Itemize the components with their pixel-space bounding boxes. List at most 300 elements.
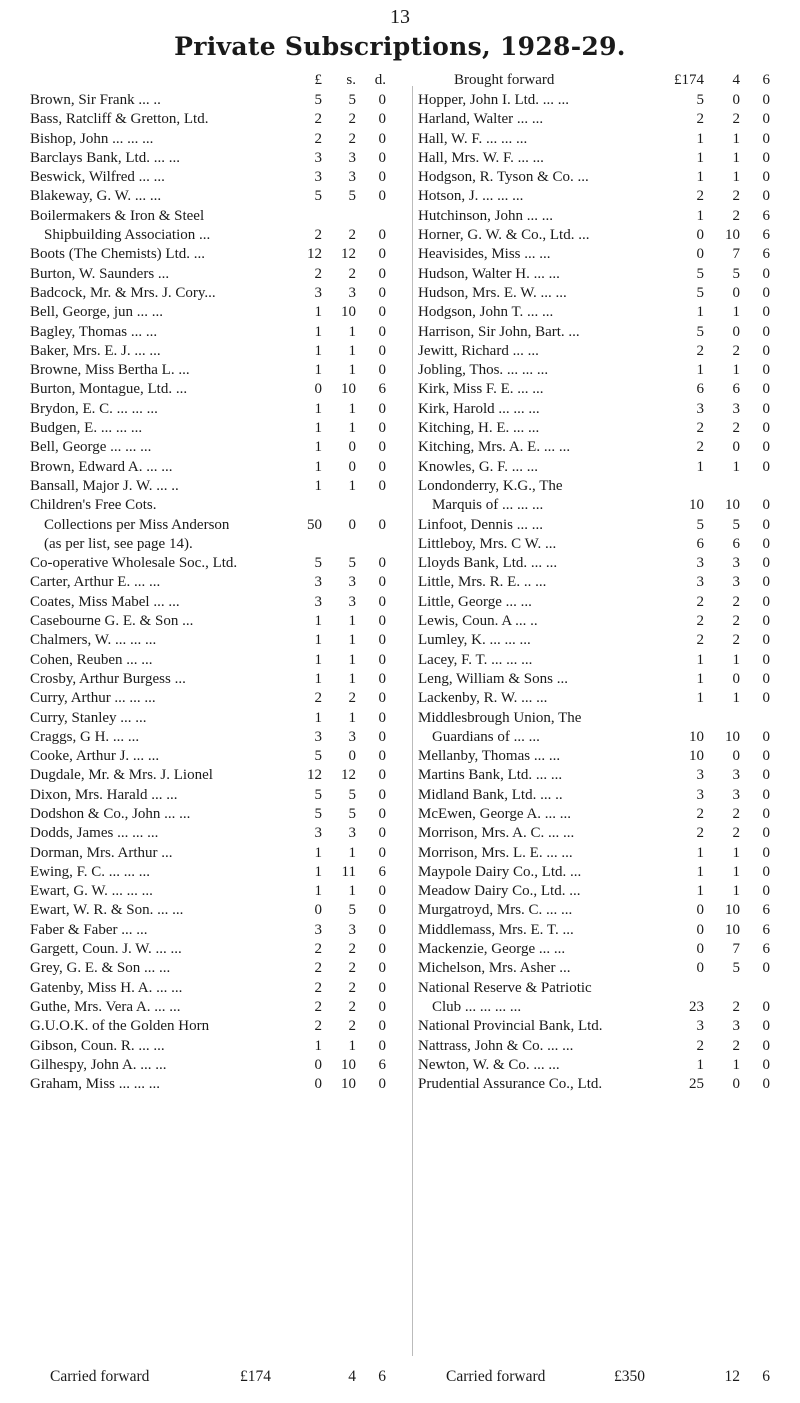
pounds-value: 10 bbox=[689, 748, 704, 765]
pence-value: 0 bbox=[762, 863, 770, 880]
shillings-value: 1 bbox=[732, 844, 740, 861]
pounds-value: 3 bbox=[314, 574, 322, 591]
shillings-value: 3 bbox=[348, 825, 356, 842]
shillings-value: 1 bbox=[732, 304, 740, 321]
shillings-value: 1 bbox=[732, 690, 740, 707]
shillings-value: 2 bbox=[732, 632, 740, 649]
pence-value: 0 bbox=[378, 786, 386, 803]
column-divider bbox=[412, 86, 413, 1356]
pence-value: 0 bbox=[762, 844, 770, 861]
subscriber-name: Hall, W. F. ... ... ... bbox=[418, 130, 528, 147]
subscription-row bbox=[418, 149, 783, 168]
subscription-row bbox=[418, 168, 783, 187]
shillings-value: 5 bbox=[348, 786, 356, 803]
subscription-row bbox=[30, 979, 408, 998]
shillings-value: 2 bbox=[732, 593, 740, 610]
pence-value: 0 bbox=[762, 593, 770, 610]
subscription-row bbox=[418, 207, 783, 226]
pence-value: 0 bbox=[378, 921, 386, 938]
left-column bbox=[30, 70, 408, 1094]
pounds-value: 6 bbox=[696, 535, 704, 552]
pounds-value: 1 bbox=[696, 149, 704, 166]
subscription-row bbox=[30, 882, 408, 901]
right-subscription-list bbox=[418, 91, 783, 1094]
pounds-value: 2 bbox=[314, 960, 322, 977]
pounds-value: 3 bbox=[314, 921, 322, 938]
subscription-row bbox=[30, 863, 408, 882]
pence-value: 0 bbox=[378, 342, 386, 359]
pence-value: 6 bbox=[378, 1056, 386, 1073]
pounds-value: 2 bbox=[696, 613, 704, 630]
subscription-row bbox=[418, 554, 783, 573]
shillings-value: 3 bbox=[732, 574, 740, 591]
subscription-row bbox=[30, 130, 408, 149]
shillings-value: 1 bbox=[348, 342, 356, 359]
subscriber-name: Cooke, Arthur J. ... ... bbox=[30, 748, 160, 765]
subscriber-name: Martins Bank, Ltd. ... ... bbox=[418, 767, 563, 784]
pence-value: 0 bbox=[762, 284, 770, 301]
subscriber-name: Beswick, Wilfred ... ... bbox=[30, 169, 165, 186]
subscriber-name: Graham, Miss ... ... ... bbox=[30, 1076, 160, 1093]
shillings-value: 2 bbox=[348, 130, 356, 147]
shillings-value: 2 bbox=[348, 941, 356, 958]
shillings-value: 3 bbox=[348, 169, 356, 186]
shillings-value: 0 bbox=[732, 1076, 740, 1093]
subscriber-name: Hudson, Walter H. ... ... bbox=[418, 265, 560, 282]
shillings-value: 1 bbox=[348, 709, 356, 726]
subscriber-name: Chalmers, W. ... ... ... bbox=[30, 632, 157, 649]
shillings-value: 3 bbox=[348, 728, 356, 745]
subscription-row bbox=[30, 593, 408, 612]
pounds-value: 0 bbox=[696, 960, 704, 977]
pence-value: 0 bbox=[762, 1076, 770, 1093]
pounds-value: 3 bbox=[314, 728, 322, 745]
pounds-value: 1 bbox=[314, 439, 322, 456]
pounds-value: 1 bbox=[314, 1037, 322, 1054]
pence-value: 0 bbox=[762, 304, 770, 321]
subscription-row bbox=[30, 766, 408, 785]
pounds-value: 5 bbox=[314, 805, 322, 822]
pounds-value: 2 bbox=[314, 227, 322, 244]
shillings-value: 2 bbox=[348, 960, 356, 977]
shillings-value: 1 bbox=[732, 883, 740, 900]
subscription-row bbox=[30, 149, 408, 168]
subscription-row bbox=[418, 400, 783, 419]
pounds-value: 0 bbox=[696, 227, 704, 244]
shillings-value: 1 bbox=[732, 362, 740, 379]
shillings-value: 2 bbox=[732, 207, 740, 224]
pence-value: 0 bbox=[762, 400, 770, 417]
pence-value: 0 bbox=[762, 362, 770, 379]
subscriber-name: Dixon, Mrs. Harald ... ... bbox=[30, 786, 178, 803]
subscription-row bbox=[30, 728, 408, 747]
subscription-row bbox=[30, 245, 408, 264]
subscription-row bbox=[30, 380, 408, 399]
pence-value: 0 bbox=[762, 439, 770, 456]
subscription-row bbox=[418, 110, 783, 129]
subscriber-name: Bansall, Major J. W. ... .. bbox=[30, 477, 179, 494]
pence-value: 0 bbox=[762, 998, 770, 1015]
pounds-value: 1 bbox=[696, 362, 704, 379]
shillings-value: 10 bbox=[341, 1056, 356, 1073]
subscriber-name: Bass, Ratcliff & Gretton, Ltd. bbox=[30, 111, 209, 128]
pence-value: 0 bbox=[378, 516, 386, 533]
pence-value: 0 bbox=[762, 632, 770, 649]
subscriber-name: Little, Mrs. R. E. .. ... bbox=[418, 574, 547, 591]
pence-value: 0 bbox=[762, 613, 770, 630]
shillings-value: 1 bbox=[732, 169, 740, 186]
subscriber-name: Bagley, Thomas ... ... bbox=[30, 323, 158, 340]
pence-value: 0 bbox=[378, 362, 386, 379]
subscriber-name: Barclays Bank, Ltd. ... ... bbox=[30, 149, 180, 166]
subscriber-name: Nattrass, John & Co. ... ... bbox=[418, 1037, 574, 1054]
subscription-row bbox=[418, 882, 783, 901]
subscriber-name: Jewitt, Richard ... ... bbox=[418, 342, 539, 359]
shillings-value: 3 bbox=[732, 555, 740, 572]
subscription-row bbox=[30, 496, 408, 515]
subscriber-name: Lloyds Bank, Ltd. ... ... bbox=[418, 555, 558, 572]
subscriber-name: Casebourne G. E. & Son ... bbox=[30, 613, 194, 630]
pence-value: 0 bbox=[762, 342, 770, 359]
subscription-row bbox=[418, 651, 783, 670]
subscription-row bbox=[30, 1056, 408, 1075]
subscriber-name: Shipbuilding Association ... bbox=[44, 227, 211, 244]
shillings-value: 10 bbox=[341, 304, 356, 321]
subscription-row bbox=[418, 593, 783, 612]
subscriber-name: Horner, G. W. & Co., Ltd. ... bbox=[418, 227, 590, 244]
shillings-value: 2 bbox=[732, 342, 740, 359]
shillings-value: 10 bbox=[725, 902, 740, 919]
shillings-value: 5 bbox=[348, 805, 356, 822]
pence-value: 0 bbox=[378, 613, 386, 630]
subscription-row bbox=[418, 380, 783, 399]
subscription-row bbox=[418, 747, 783, 766]
subscription-row bbox=[418, 728, 783, 747]
pounds-value: 1 bbox=[314, 420, 322, 437]
pounds-value: 1 bbox=[314, 613, 322, 630]
pounds-value: 3 bbox=[696, 574, 704, 591]
pounds-value: 1 bbox=[314, 342, 322, 359]
subscription-row bbox=[30, 1075, 408, 1094]
pounds-value: 2 bbox=[314, 979, 322, 996]
carried-forward-shillings: 4 bbox=[348, 1368, 356, 1385]
subscription-row bbox=[30, 573, 408, 592]
shillings-value: 6 bbox=[732, 381, 740, 398]
subscriber-name: Ewing, F. C. ... ... ... bbox=[30, 863, 151, 880]
subscription-row bbox=[418, 573, 783, 592]
shillings-value: 1 bbox=[348, 670, 356, 687]
subscriber-name: G.U.O.K. of the Golden Horn bbox=[30, 1018, 210, 1035]
pence-value: 0 bbox=[762, 130, 770, 147]
subscription-row bbox=[30, 805, 408, 824]
shillings-value: 0 bbox=[732, 284, 740, 301]
pence-value: 6 bbox=[378, 381, 386, 398]
pounds-value: 1 bbox=[696, 883, 704, 900]
pounds-value: 2 bbox=[314, 998, 322, 1015]
subscription-row bbox=[418, 824, 783, 843]
pence-value: 6 bbox=[762, 941, 770, 958]
shillings-value: 5 bbox=[348, 92, 356, 108]
subscriber-name: Budgen, E. ... ... ... bbox=[30, 420, 143, 437]
subscriber-name: Kitching, H. E. ... ... bbox=[418, 420, 540, 437]
page-title: Private Subscriptions, 1928-29. bbox=[174, 32, 626, 61]
pence-value: 0 bbox=[762, 265, 770, 282]
subscriber-name: Lumley, K. ... ... ... bbox=[418, 632, 531, 649]
pounds-value: 3 bbox=[696, 767, 704, 784]
shillings-value: 2 bbox=[732, 1037, 740, 1054]
shillings-value: 1 bbox=[732, 651, 740, 668]
subscription-row bbox=[30, 342, 408, 361]
pounds-value: 2 bbox=[696, 420, 704, 437]
pounds-value: 5 bbox=[696, 92, 704, 108]
subscriber-name: Murgatroyd, Mrs. C. ... ... bbox=[418, 902, 573, 919]
pounds-value: 1 bbox=[696, 304, 704, 321]
pounds-value: 0 bbox=[696, 246, 704, 263]
shillings-value: 3 bbox=[732, 1018, 740, 1035]
subscription-row bbox=[30, 91, 408, 110]
shillings-value: 10 bbox=[725, 728, 740, 745]
pence-value: 6 bbox=[762, 207, 770, 224]
subscription-row bbox=[30, 554, 408, 573]
subscription-row bbox=[418, 187, 783, 206]
shillings-value: 0 bbox=[732, 323, 740, 340]
pounds-value: 3 bbox=[314, 284, 322, 301]
shillings-value: 2 bbox=[348, 265, 356, 282]
subscriber-name: Lewis, Coun. A ... .. bbox=[418, 613, 538, 630]
pounds-value: 2 bbox=[696, 188, 704, 205]
pence-value: 6 bbox=[762, 902, 770, 919]
subscription-row bbox=[418, 901, 783, 920]
pence-value: 0 bbox=[378, 632, 386, 649]
pounds-value: 2 bbox=[696, 632, 704, 649]
brought-forward-total: £174 bbox=[674, 72, 704, 88]
subscription-row bbox=[30, 959, 408, 978]
pence-value: 0 bbox=[762, 111, 770, 128]
subscriber-name: Burton, Montague, Ltd. ... bbox=[30, 381, 188, 398]
subscriber-name: Prudential Assurance Co., Ltd. bbox=[418, 1076, 603, 1093]
pounds-value: 2 bbox=[314, 1018, 322, 1035]
subscriber-name: (as per list, see page 14). bbox=[44, 535, 193, 552]
pounds-value: 5 bbox=[314, 92, 322, 108]
pence-value: 0 bbox=[378, 1037, 386, 1054]
pounds-value: 1 bbox=[314, 883, 322, 900]
shillings-value: 1 bbox=[348, 477, 356, 494]
pence-value: 0 bbox=[762, 728, 770, 745]
subscriber-name: Crosby, Arthur Burgess ... bbox=[30, 670, 186, 687]
subscriber-name: Bell, George, jun ... ... bbox=[30, 304, 164, 321]
shillings-value: 2 bbox=[348, 690, 356, 707]
pounds-value: 3 bbox=[314, 825, 322, 842]
subscriber-name: Boots (The Chemists) Ltd. ... bbox=[30, 246, 205, 263]
subscription-row bbox=[418, 959, 783, 978]
pence-value: 0 bbox=[762, 670, 770, 687]
subscriber-name: Hodgson, R. Tyson & Co. ... bbox=[418, 169, 589, 186]
pounds-value: 1 bbox=[314, 632, 322, 649]
subscriber-name: Hodgson, John T. ... ... bbox=[418, 304, 554, 321]
subscription-row bbox=[418, 516, 783, 535]
subscriber-name: Jobling, Thos. ... ... ... bbox=[418, 362, 549, 379]
pence-value: 0 bbox=[378, 92, 386, 108]
pounds-value: 1 bbox=[314, 400, 322, 417]
subscriber-name: Dorman, Mrs. Arthur ... bbox=[30, 844, 173, 861]
pence-value: 0 bbox=[762, 555, 770, 572]
pounds-value: 10 bbox=[689, 497, 704, 514]
subscriber-name: Baker, Mrs. E. J. ... ... bbox=[30, 342, 161, 359]
pounds-value: 50 bbox=[307, 516, 322, 533]
subscriber-name: Burton, W. Saunders ... bbox=[30, 265, 170, 282]
pence-value: 0 bbox=[378, 265, 386, 282]
shillings-value: 0 bbox=[348, 748, 356, 765]
shillings-value: 2 bbox=[348, 998, 356, 1015]
pounds-value: 2 bbox=[314, 111, 322, 128]
shillings-value: 1 bbox=[348, 420, 356, 437]
brought-forward-shillings: 4 bbox=[732, 72, 740, 88]
pounds-value: 0 bbox=[314, 1056, 322, 1073]
pence-value: 0 bbox=[378, 439, 386, 456]
pounds-value: 5 bbox=[696, 265, 704, 282]
subscriber-name: Michelson, Mrs. Asher ... bbox=[418, 960, 571, 977]
brought-forward-row bbox=[418, 70, 783, 91]
shillings-value: 12 bbox=[341, 246, 356, 263]
shillings-value: 1 bbox=[348, 883, 356, 900]
pence-value: 0 bbox=[762, 381, 770, 398]
subscriber-name: National Reserve & Patriotic bbox=[418, 979, 592, 996]
subscriber-name: Gibson, Coun. R. ... ... bbox=[30, 1037, 165, 1054]
pence-value: 0 bbox=[762, 767, 770, 784]
pounds-value: 1 bbox=[696, 169, 704, 186]
pence-value: 6 bbox=[762, 246, 770, 263]
pence-value: 0 bbox=[762, 805, 770, 822]
shillings-value: 1 bbox=[732, 458, 740, 475]
shillings-value: 3 bbox=[732, 767, 740, 784]
pounds-value: 5 bbox=[314, 188, 322, 205]
pounds-value: 1 bbox=[314, 323, 322, 340]
pounds-value: 2 bbox=[696, 111, 704, 128]
pounds-value: 2 bbox=[314, 265, 322, 282]
pence-value: 0 bbox=[378, 111, 386, 128]
pounds-value: 0 bbox=[696, 941, 704, 958]
subscription-row bbox=[30, 535, 408, 554]
subscriber-name: Harland, Walter ... ... bbox=[418, 111, 544, 128]
pence-value: 0 bbox=[378, 748, 386, 765]
subscription-row bbox=[418, 805, 783, 824]
subscriber-name: Curry, Stanley ... ... bbox=[30, 709, 147, 726]
brought-forward-pence: 6 bbox=[762, 72, 770, 88]
subscriber-name: Bell, George ... ... ... bbox=[30, 439, 152, 456]
shillings-value: 0 bbox=[348, 458, 356, 475]
pence-value: 0 bbox=[378, 670, 386, 687]
subscriber-name: Heavisides, Miss ... ... bbox=[418, 246, 551, 263]
pence-value: 0 bbox=[378, 998, 386, 1015]
shillings-value: 2 bbox=[732, 613, 740, 630]
subscription-row bbox=[418, 535, 783, 554]
pence-value: 0 bbox=[378, 555, 386, 572]
pounds-value: 2 bbox=[696, 593, 704, 610]
subscription-row bbox=[418, 631, 783, 650]
subscription-row bbox=[30, 265, 408, 284]
pounds-value: 1 bbox=[314, 651, 322, 668]
pounds-value: 3 bbox=[696, 786, 704, 803]
shillings-value: 10 bbox=[341, 381, 356, 398]
pence-value: 0 bbox=[378, 690, 386, 707]
carried-forward-pence: 6 bbox=[762, 1368, 770, 1385]
subscription-row bbox=[30, 1037, 408, 1056]
carried-forward-total: £174 bbox=[240, 1368, 271, 1385]
subscription-row bbox=[30, 844, 408, 863]
subscription-row bbox=[418, 766, 783, 785]
subscriber-name: Brydon, E. C. ... ... ... bbox=[30, 400, 158, 417]
subscriber-name: Harrison, Sir John, Bart. ... bbox=[418, 323, 580, 340]
pounds-value: 1 bbox=[696, 651, 704, 668]
shillings-value: 3 bbox=[348, 574, 356, 591]
subscription-row bbox=[30, 1017, 408, 1036]
pence-value: 0 bbox=[762, 535, 770, 552]
subscription-row bbox=[30, 689, 408, 708]
shillings-value: 3 bbox=[348, 284, 356, 301]
subscription-row bbox=[418, 477, 783, 496]
shillings-value: 0 bbox=[732, 439, 740, 456]
shillings-value: 5 bbox=[348, 555, 356, 572]
subscription-row bbox=[30, 438, 408, 457]
pence-value: 0 bbox=[378, 709, 386, 726]
subscriber-name: Children's Free Cots. bbox=[30, 497, 157, 514]
left-column-header bbox=[30, 70, 408, 91]
pounds-value: 3 bbox=[314, 169, 322, 186]
subscription-row bbox=[418, 438, 783, 457]
shillings-value: 3 bbox=[348, 149, 356, 166]
pounds-value: 0 bbox=[696, 921, 704, 938]
pounds-value: 0 bbox=[696, 902, 704, 919]
pence-value: 0 bbox=[378, 883, 386, 900]
subscription-row bbox=[30, 226, 408, 245]
subscription-row bbox=[418, 979, 783, 998]
shillings-value: 2 bbox=[732, 420, 740, 437]
pence-value: 6 bbox=[762, 227, 770, 244]
subscription-row bbox=[418, 844, 783, 863]
pounds-value: 1 bbox=[696, 844, 704, 861]
shillings-header: s. bbox=[346, 72, 356, 88]
shillings-value: 1 bbox=[348, 632, 356, 649]
subscriber-name: Carter, Arthur E. ... ... bbox=[30, 574, 161, 591]
pounds-value: 1 bbox=[314, 304, 322, 321]
subscriber-name: Co-operative Wholesale Soc., Ltd. bbox=[30, 555, 238, 572]
subscription-row bbox=[30, 477, 408, 496]
carried-forward-shillings: 12 bbox=[724, 1368, 740, 1385]
subscription-row bbox=[418, 709, 783, 728]
pounds-value: 3 bbox=[696, 555, 704, 572]
pence-value: 0 bbox=[378, 825, 386, 842]
pence-value: 0 bbox=[378, 304, 386, 321]
subscription-row bbox=[418, 998, 783, 1017]
shillings-value: 11 bbox=[341, 863, 356, 880]
subscription-row bbox=[30, 670, 408, 689]
subscription-row bbox=[30, 110, 408, 129]
carried-forward-pence: 6 bbox=[378, 1368, 386, 1385]
pence-value: 0 bbox=[762, 323, 770, 340]
pence-value: 0 bbox=[762, 1056, 770, 1073]
subscriber-name: Browne, Miss Bertha L. ... bbox=[30, 362, 190, 379]
pounds-value: 5 bbox=[314, 748, 322, 765]
pounds-value: 1 bbox=[314, 362, 322, 379]
pence-value: 0 bbox=[378, 420, 386, 437]
pence-value: 0 bbox=[762, 188, 770, 205]
shillings-value: 6 bbox=[732, 535, 740, 552]
shillings-value: 0 bbox=[732, 670, 740, 687]
subscriber-name: Littleboy, Mrs. C W. ... bbox=[418, 535, 557, 552]
subscriber-name: Lacey, F. T. ... ... ... bbox=[418, 651, 533, 668]
subscriber-name: Guthe, Mrs. Vera A. ... ... bbox=[30, 998, 181, 1015]
subscription-row bbox=[418, 940, 783, 959]
